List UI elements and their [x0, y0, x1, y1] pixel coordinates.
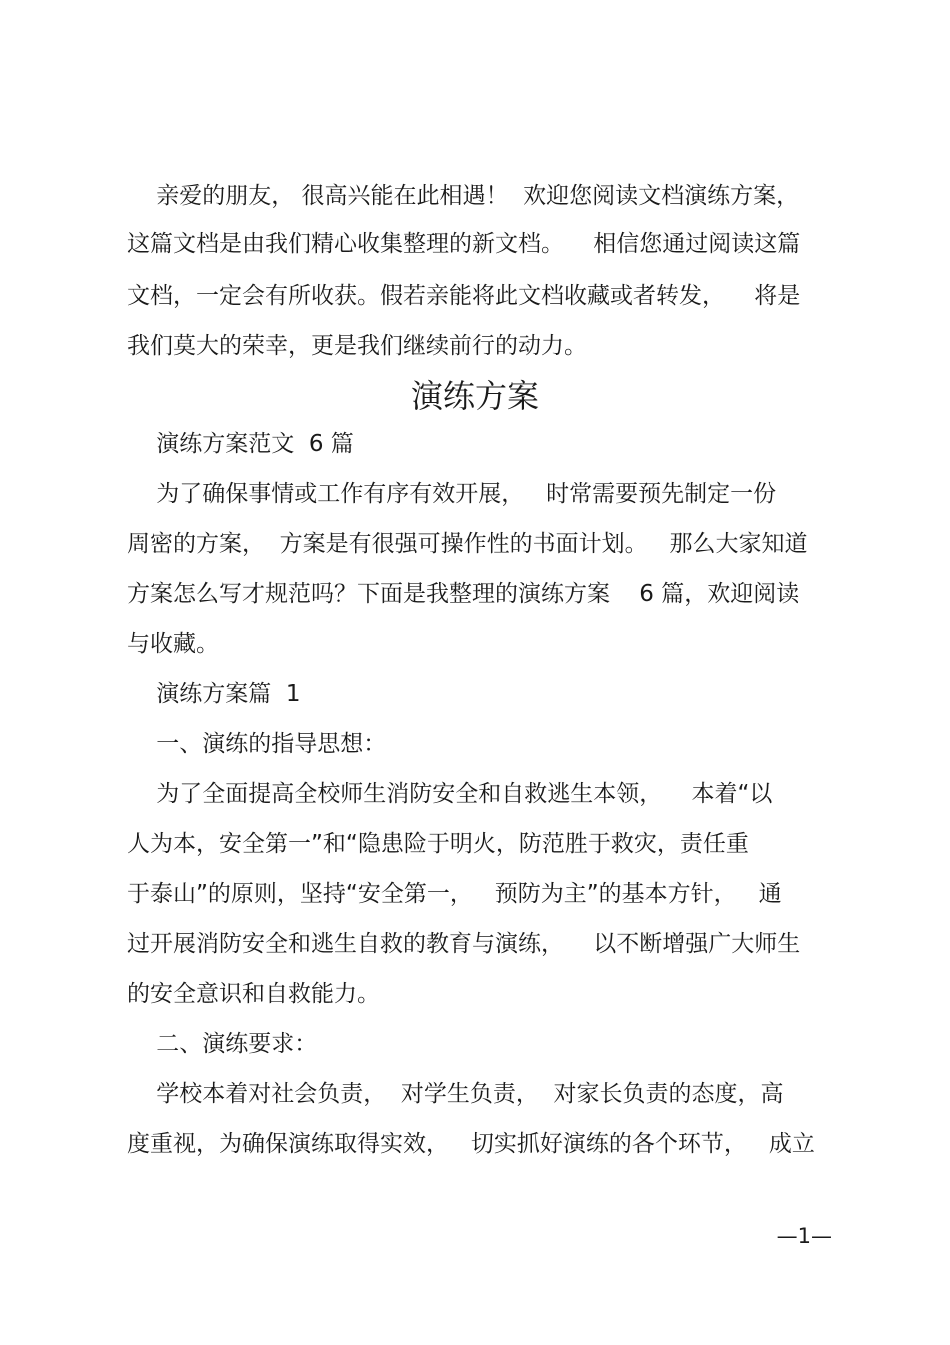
body-line-6: 演练方案篇 1 [127, 681, 301, 707]
body-line-15: 度重视，为确保演练取得实效， 切实抓好演练的各个环节， 成立 [127, 1131, 815, 1157]
page-number: —1— [776, 1224, 832, 1248]
body-line-4: 方案怎么写才规范吗？下面是我整理的演练方案 6 篇，欢迎阅读 [127, 581, 800, 607]
body-line-2: 为了确保事情或工作有序有效开展， 时常需要预先制定一份 [127, 481, 777, 507]
body-line-8: 为了全面提高全校师生消防安全和自救逃生本领， 本着“以 [127, 781, 773, 807]
body-line-12: 的安全意识和自救能力。 [127, 981, 380, 1007]
body-line-3: 周密的方案， 方案是有很强可操作性的书面计划。 那么大家知道 [127, 531, 808, 557]
intro-line-3: 文档，一定会有所收获。假若亲能将此文档收藏或者转发， 将是 [127, 283, 801, 309]
body-line-11: 过开展消防安全和逃生自救的教育与演练， 以不断增强广大师生 [127, 931, 801, 957]
body-line-1: 演练方案范文 6 篇 [127, 431, 354, 457]
document-title: 演练方案 [410, 377, 539, 415]
body-line-10: 于泰山”的原则，坚持“安全第一， 预防为主”的基本方针， 通 [127, 881, 782, 907]
body-line-13: 二、演练要求： [127, 1031, 318, 1057]
body-line-14: 学校本着对社会负责， 对学生负责， 对家长负责的态度，高 [127, 1081, 784, 1107]
intro-line-1: 亲爱的朋友， 很高兴能在此相遇！ 欢迎您阅读文档演练方案， [127, 183, 800, 209]
body-line-5: 与收藏。 [127, 631, 219, 657]
intro-line-4: 我们莫大的荣幸，更是我们继续前行的动力。 [127, 333, 587, 359]
body-line-7: 一、演练的指导思想： [127, 731, 387, 757]
intro-line-2: 这篇文档是由我们精心收集整理的新文档。 相信您通过阅读这篇 [127, 231, 801, 257]
body-line-9: 人为本，安全第一”和“隐患险于明火，防范胜于救灾，责任重 [127, 831, 749, 857]
